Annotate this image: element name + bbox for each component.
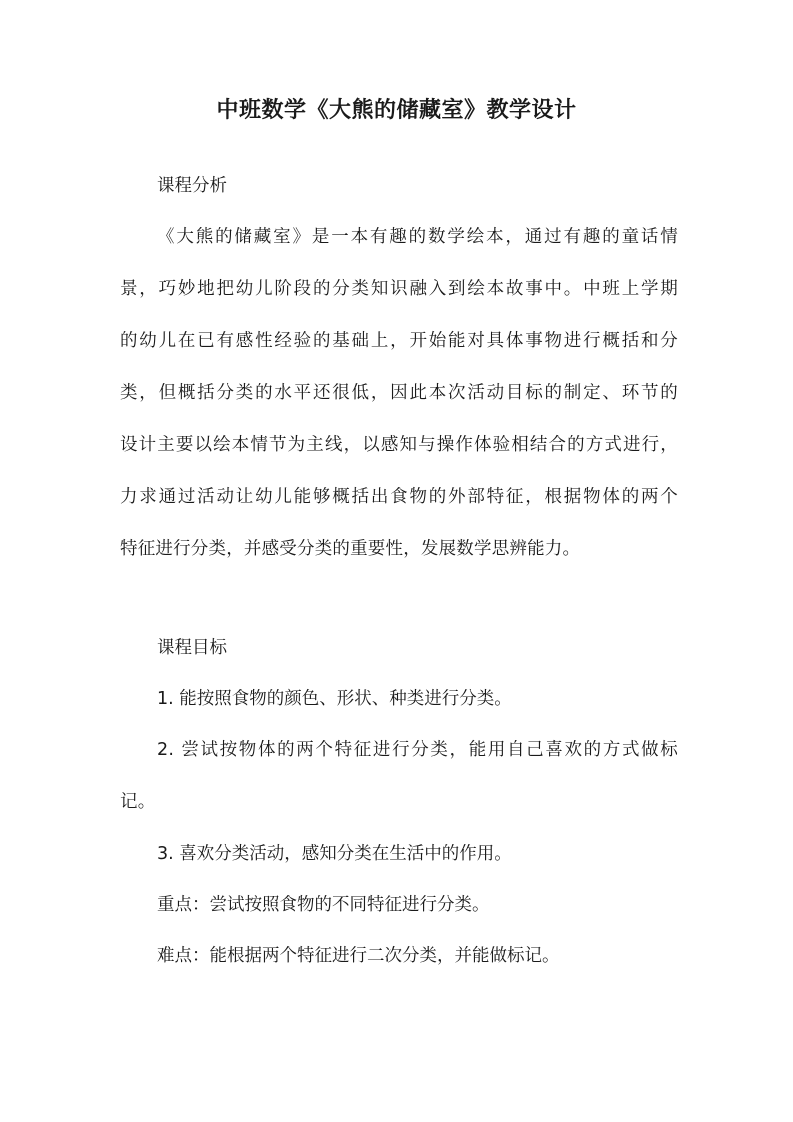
paragraph-line: 的幼儿在已有感性经验的基础上，开始能对具体事物进行概括和分 xyxy=(120,331,678,351)
paragraph-line: 类，但概括分类的水平还很低，因此本次活动目标的制定、环节的 xyxy=(120,383,678,403)
key-point: 重点：尝试按照食物的不同特征进行分类。 xyxy=(157,895,490,915)
document-title: 中班数学《大熊的储藏室》教学设计 xyxy=(216,97,577,123)
paragraph-line: 设计主要以绘本情节为主线，以感知与操作体验相结合的方式进行， xyxy=(120,435,678,455)
goal-item-1: 1. 能按照食物的颜色、形状、种类进行分类。 xyxy=(157,689,512,709)
paragraph-line: 特征进行分类，并感受分类的重要性，发展数学思辨能力。 xyxy=(120,539,581,559)
paragraph-line: 景，巧妙地把幼儿阶段的分类知识融入到绘本故事中。中班上学期 xyxy=(120,279,678,299)
goal-2-line: 2. 尝试按物体的两个特征进行分类，能用自己喜欢的方式做标 xyxy=(157,740,678,760)
goal-item-2 xyxy=(120,724,678,828)
goal-item-3: 3. 喜欢分类活动，感知分类在生活中的作用。 xyxy=(157,844,512,864)
section-heading-goals: 课程目标 xyxy=(157,638,227,658)
section-heading-analysis: 课程分析 xyxy=(157,176,227,196)
paragraph-line: 《大熊的储藏室》是一本有趣的数学绘本，通过有趣的童话情 xyxy=(157,227,678,247)
analysis-paragraph xyxy=(120,211,678,575)
difficulty-point: 难点：能根据两个特征进行二次分类，并能做标记。 xyxy=(157,946,560,966)
goal-2-line: 记。 xyxy=(120,792,156,812)
paragraph-line: 力求通过活动让幼儿能够概括出食物的外部特征，根据物体的两个 xyxy=(120,487,678,507)
